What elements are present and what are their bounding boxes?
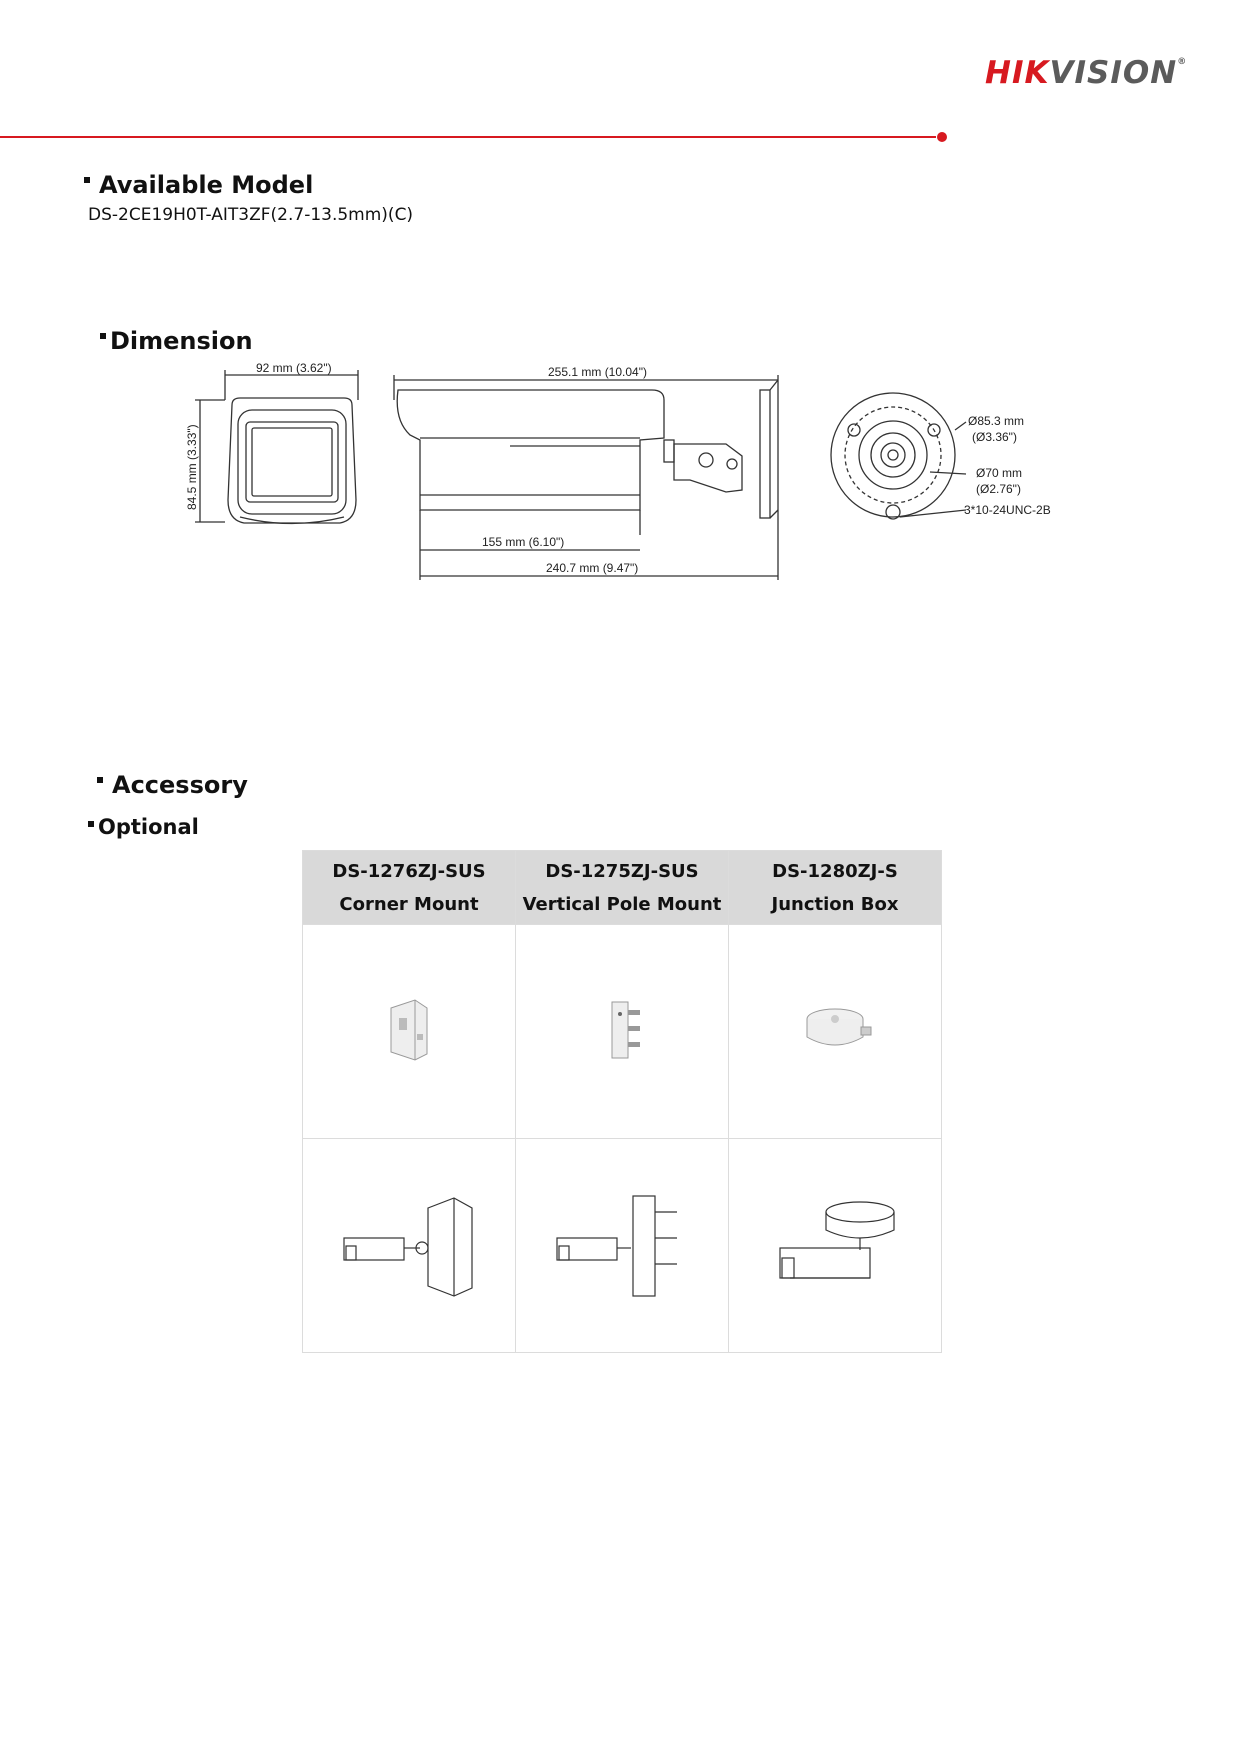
base-diameter-label: Ø85.3 mm xyxy=(968,414,1025,428)
base-diameter-in-label: (Ø3.36") xyxy=(972,430,1017,444)
dimension-svg xyxy=(0,360,1241,590)
bullet-icon xyxy=(88,821,94,827)
accessory-name: Corner Mount xyxy=(339,893,479,915)
accessory-name: Vertical Pole Mount xyxy=(522,893,722,915)
front-width-label: 92 mm (3.62") xyxy=(256,361,332,375)
accessory-installation-row xyxy=(303,1139,942,1353)
header-rule-dot xyxy=(937,132,947,142)
body-length-label: 155 mm (6.10") xyxy=(482,535,565,549)
hole-circle-label: Ø70 mm xyxy=(976,466,1023,480)
pole-mount-image xyxy=(516,925,729,1139)
junction-box-install-icon xyxy=(760,1188,910,1298)
accessory-name: Junction Box xyxy=(771,893,899,915)
hikvision-logo: HIKVISION® xyxy=(985,55,1188,91)
junction-box-icon xyxy=(795,999,875,1059)
optional-subheading: Optional xyxy=(88,817,199,838)
pole-mount-icon xyxy=(592,994,652,1064)
hole-circle-in-label: (Ø2.76") xyxy=(976,482,1021,496)
accessory-table xyxy=(302,850,942,1353)
dimension-heading: Dimension xyxy=(100,329,253,353)
accessory-heading: Accessory xyxy=(97,773,248,797)
accessory-product-row xyxy=(303,925,942,1139)
bullet-icon xyxy=(100,333,106,339)
header-rule xyxy=(0,136,936,138)
corner-mount-install-icon xyxy=(334,1188,484,1298)
bullet-icon xyxy=(84,177,90,183)
accessory-header-cell xyxy=(729,851,942,925)
accessory-header-row xyxy=(303,851,942,925)
corner-mount-image xyxy=(303,925,516,1139)
total-length-label: 255.1 mm (10.04") xyxy=(548,365,647,379)
corner-mount-icon xyxy=(379,994,439,1064)
accessory-header-cell xyxy=(516,851,729,925)
screw-label: 3*10-24UNC-2B xyxy=(964,503,1051,517)
junction-box-installed-image xyxy=(729,1139,942,1353)
side-view xyxy=(394,375,778,580)
corner-mount-installed-image xyxy=(303,1139,516,1353)
front-height-label: 84.5 mm (3.33") xyxy=(185,424,199,510)
bullet-icon xyxy=(97,777,103,783)
dimension-drawing xyxy=(0,360,1241,590)
accessory-model: DS-1275ZJ-SUS xyxy=(545,860,699,882)
accessory-model: DS-1280ZJ-S xyxy=(772,860,898,882)
base-view xyxy=(831,393,966,519)
pole-mount-install-icon xyxy=(547,1188,697,1298)
accessory-model: DS-1276ZJ-SUS xyxy=(332,860,486,882)
available-model-heading: Available Model xyxy=(84,173,313,197)
front-view xyxy=(195,370,358,524)
pole-mount-installed-image xyxy=(516,1139,729,1353)
model-number: DS-2CE19H0T-AIT3ZF(2.7-13.5mm)(C) xyxy=(88,205,414,225)
base-length-label: 240.7 mm (9.47") xyxy=(546,561,639,575)
junction-box-image xyxy=(729,925,942,1139)
accessory-header-cell xyxy=(303,851,516,925)
